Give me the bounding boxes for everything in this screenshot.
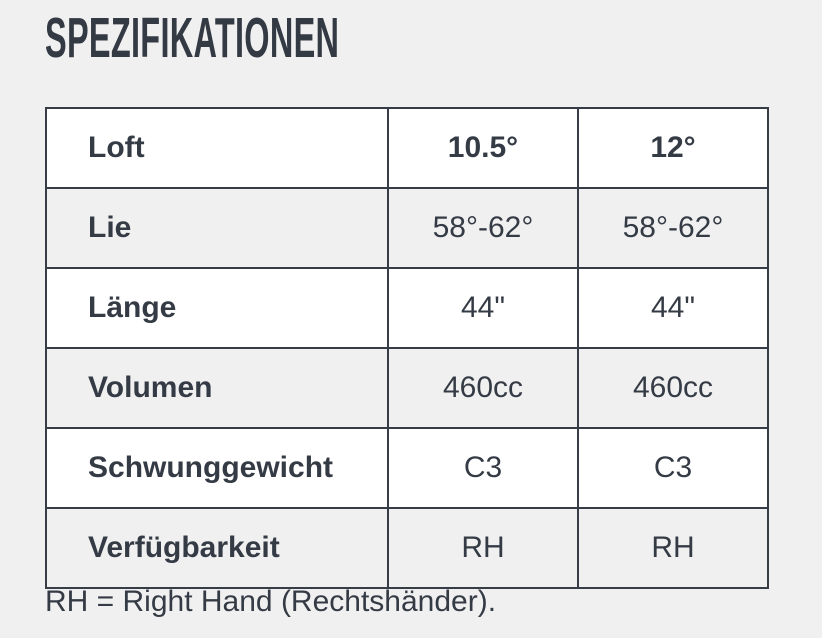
spec-value: 44" xyxy=(578,268,768,348)
spec-value: 12° xyxy=(578,108,768,188)
spec-value: C3 xyxy=(578,428,768,508)
spec-label: Länge xyxy=(46,268,388,348)
table-row xyxy=(46,508,768,588)
footnote: RH = Right Hand (Rechtshänder). xyxy=(45,585,497,618)
table-row xyxy=(46,268,768,348)
specifications-table xyxy=(45,107,769,589)
spec-value: 460cc xyxy=(578,348,768,428)
spec-label: Volumen xyxy=(46,348,388,428)
table-row xyxy=(46,108,768,188)
spec-value: 10.5° xyxy=(388,108,578,188)
spec-label: Verfügbarkeit xyxy=(46,508,388,588)
spec-value: RH xyxy=(388,508,578,588)
table-row xyxy=(46,188,768,268)
spec-label: Lie xyxy=(46,188,388,268)
page-title: SPEZIFIKATIONEN xyxy=(45,6,340,70)
spec-value: 460cc xyxy=(388,348,578,428)
spec-value: 58°-62° xyxy=(388,188,578,268)
spec-value: RH xyxy=(578,508,768,588)
spec-value: C3 xyxy=(388,428,578,508)
spec-label: Schwunggewicht xyxy=(46,428,388,508)
spec-value: 44" xyxy=(388,268,578,348)
spec-label: Loft xyxy=(46,108,388,188)
table-row xyxy=(46,428,768,508)
spec-value: 58°-62° xyxy=(578,188,768,268)
table-row xyxy=(46,348,768,428)
